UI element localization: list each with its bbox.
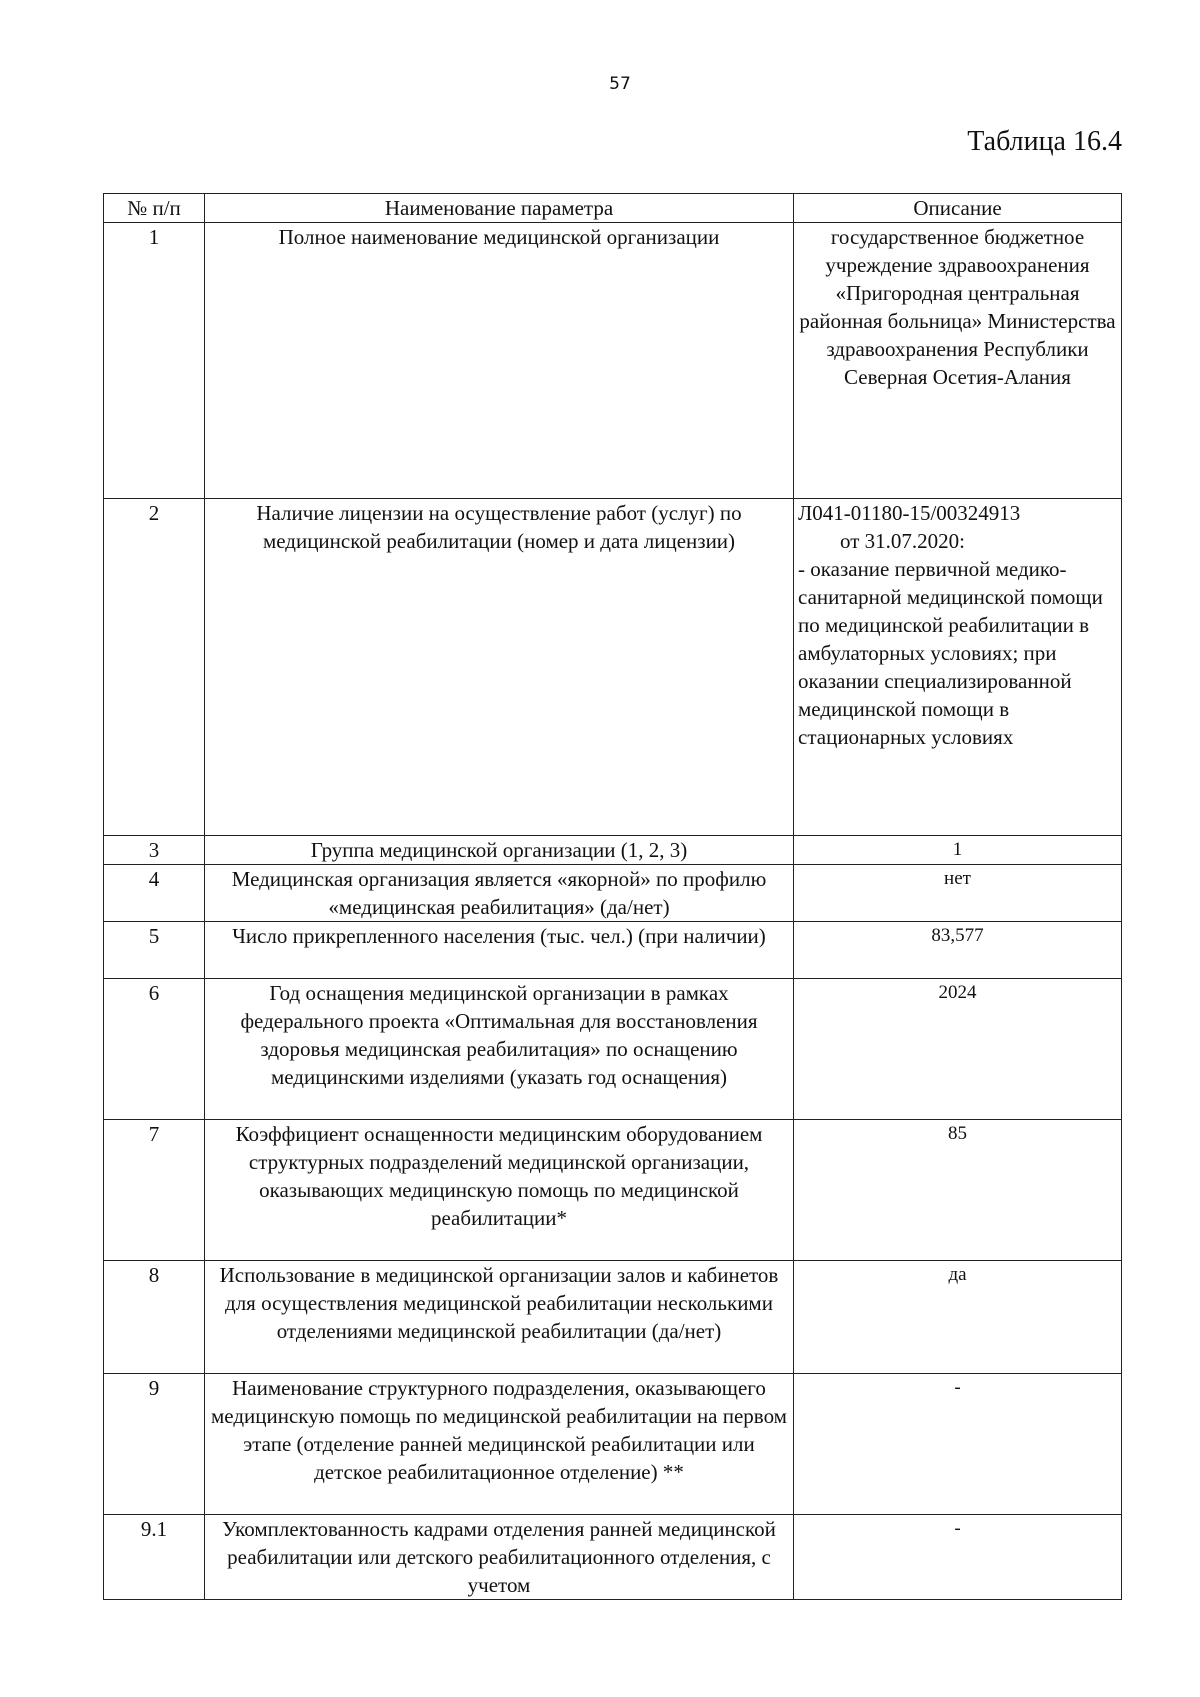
row-parameter: Число прикрепленного населения (тыс. чел.) (при наличии)	[205, 922, 794, 979]
table-row	[104, 922, 1122, 979]
table-row	[104, 1515, 1122, 1600]
row-description: государственное бюджетное учреждение здравоохранения «Пригородная центральная районная больница» Министерства здравоохранения Республики Северная Осетия-Алания	[794, 223, 1122, 499]
table-header-row	[104, 194, 1122, 223]
row-parameter: Медицинская организация является «якорной» по профилю «медицинская реабилитация» (да/нет)	[205, 865, 794, 922]
row-description: -	[794, 1515, 1122, 1600]
table-row	[104, 1261, 1122, 1374]
table-row	[104, 223, 1122, 499]
header-description: Описание	[794, 194, 1122, 223]
table-row	[104, 499, 1122, 836]
row-description: 1	[794, 836, 1122, 865]
row-description: -	[794, 1374, 1122, 1515]
table-row	[104, 865, 1122, 922]
parameters-table	[103, 193, 1122, 1600]
table-row	[104, 979, 1122, 1120]
row-description: 83,577	[794, 922, 1122, 979]
row-parameter: Полное наименование медицинской организации	[205, 223, 794, 499]
table-row	[104, 836, 1122, 865]
row-number: 5	[104, 922, 205, 979]
table-row	[104, 1120, 1122, 1261]
row-number: 4	[104, 865, 205, 922]
row-number: 9	[104, 1374, 205, 1515]
row-parameter: Наличие лицензии на осуществление работ (услуг) по медицинской реабилитации (номер и дата лицензии)	[205, 499, 794, 836]
table-caption: Таблица 16.4	[967, 126, 1122, 157]
row-number: 2	[104, 499, 205, 836]
header-number: № п/п	[104, 194, 205, 223]
row-description	[794, 499, 1122, 836]
page-number: 57	[609, 74, 631, 94]
row-number: 7	[104, 1120, 205, 1261]
license-date: от 31.07.2020:	[840, 529, 965, 553]
row-number: 6	[104, 979, 205, 1120]
row-number: 1	[104, 223, 205, 499]
license-scope: - оказание первичной медико-санитарной медицинской помощи по медицинской реабилитации в амбулаторных условиях; при оказании специализированной медицинской помощи в стационарных условиях	[798, 557, 1103, 749]
row-parameter: Год оснащения медицинской организации в рамках федерального проекта «Оптимальная для восстановления здоровья медицинская реабилитация» по оснащению медицинскими изделиями (указать год оснащения)	[205, 979, 794, 1120]
row-parameter: Наименование структурного подразделения, оказывающего медицинскую помощь по медицинской реабилитации на первом этапе (отделение ранней медицинской реабилитации или детское реабилитационное отделение) **	[205, 1374, 794, 1515]
row-description: нет	[794, 865, 1122, 922]
header-parameter: Наименование параметра	[205, 194, 794, 223]
row-number: 3	[104, 836, 205, 865]
row-description: 2024	[794, 979, 1122, 1120]
row-parameter: Укомплектованность кадрами отделения ранней медицинской реабилитации или детского реабилитационного отделения, с учетом	[205, 1515, 794, 1600]
table-row	[104, 1374, 1122, 1515]
row-parameter: Коэффициент оснащенности медицинским оборудованием структурных подразделений медицинской организации, оказывающих медицинскую помощь по медицинской реабилитации*	[205, 1120, 794, 1261]
row-parameter: Использование в медицинской организации залов и кабинетов для осуществления медицинской реабилитации несколькими отделениями медицинской реабилитации (да/нет)	[205, 1261, 794, 1374]
row-number: 8	[104, 1261, 205, 1374]
row-description: да	[794, 1261, 1122, 1374]
row-description: 85	[794, 1120, 1122, 1261]
license-number: Л041-01180-15/00324913	[798, 501, 1021, 525]
row-parameter: Группа медицинской организации (1, 2, 3)	[205, 836, 794, 865]
row-number: 9.1	[104, 1515, 205, 1600]
